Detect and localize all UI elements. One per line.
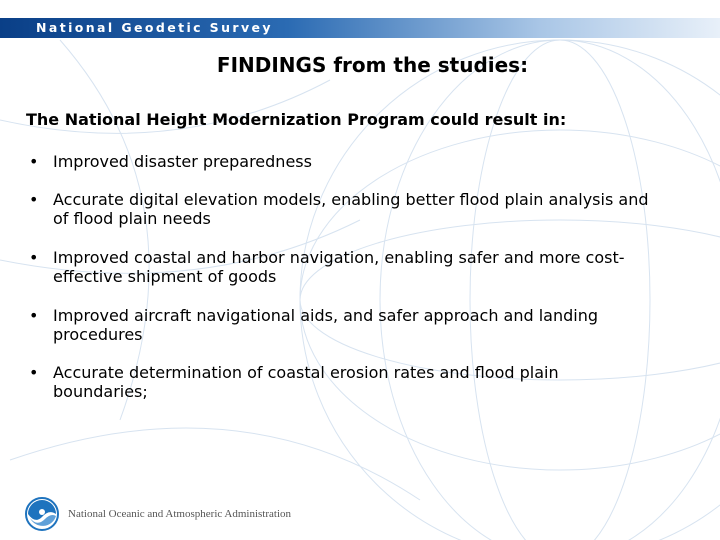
bullet-marker: •: [29, 152, 39, 171]
bullet-text: Improved coastal and harbor navigation, enabling safer and more cost-effective shipment of goods: [53, 248, 625, 286]
bullet-text: Improved aircraft navigational aids, and safer approach and landing procedures: [53, 306, 599, 344]
slide-title: FINDINGS from the studies:: [216, 53, 529, 77]
footer-organization: National Oceanic and Atmospheric Administration: [68, 508, 292, 520]
intro-text: The National Height Modernization Program could result in:: [26, 110, 567, 129]
bullet-text: Accurate determination of coastal erosion rates and flood plain boundaries;: [53, 363, 559, 401]
bullet-marker: •: [29, 306, 39, 325]
bullet-text: Accurate digital elevation models, enabling better flood plain analysis and of flood plain needs: [53, 190, 649, 228]
noaa-logo-icon: [25, 497, 59, 531]
bullet-text: Improved disaster preparedness: [53, 152, 312, 171]
header-title: National Geodetic Survey: [36, 20, 273, 35]
bullet-marker: •: [29, 363, 39, 382]
bullet-marker: •: [29, 248, 39, 267]
bullet-marker: •: [29, 190, 39, 209]
